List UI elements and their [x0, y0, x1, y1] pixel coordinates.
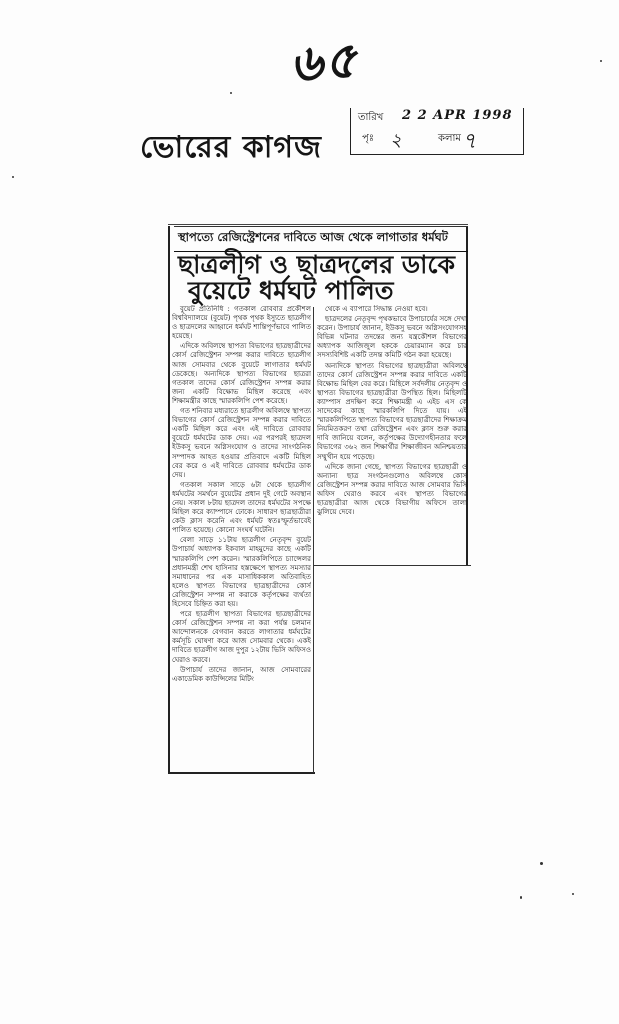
paragraph: গতকাল সকাল সাড়ে ৬টা থেকে ছাত্রলীগ ধর্মঘটের সমর্থনে বুয়েটের প্রধান দুই গেটে অবস্থান নেয়। সকাল ৮টায় ছাত্রদল তাদের ধর্মঘটের সপক্ষে মিছিল করে ক্যাম্পাসে ঢোকে। সাধারণ ছাত্রছাত্রীরা কেউ ক্লাস করেনি এবং ধর্মঘট স্বতঃস্ফূর্তভাবেই পালিত হয়েছে। কোনো সংঘর্ষ ঘটেনি। — [172, 480, 311, 535]
paragraph: অন্যদিকে স্থাপত্য বিভাগের ছাত্রছাত্রীরা অবিলম্বে তাদের কোর্স রেজিস্ট্রেশন সম্পন্ন করার দাবিতে একটি বিক্ষোভ মিছিল বের করে। মিছিলে সর্বদলীয় নেতৃবৃন্দ ও স্থাপত্য বিভাগের ছাত্রছাত্রীরা উপস্থিত ছিল। মিছিলটি ক্যাম্পাস প্রদক্ষিণ করে শিক্ষামন্ত্রী এ এইচ এস কে সাদেকের কাছে স্মারকলিপি দিতে যায়। এই স্মারকলিপিতে স্থাপত্য বিভাগের ছাত্রছাত্রীদের শিক্ষাক্রম নিয়মিতকরণ তথা রেজিস্ট্রেশন এবং ক্লাস শুরু করার দাবি জানিয়ে বলেন, কর্তৃপক্ষের উদ্যোগহীনতার ফলে বিভাগের ৩৬২ জন শিক্ষার্থীর শিক্ষাজীবন অনিশ্চয়তার সম্মুখীন হয়ে পড়েছে। — [317, 361, 467, 461]
article-strapline: স্থাপত্যে রেজিস্ট্রেশনের দাবিতে আজ থেকে লাগাতার ধর্মঘট — [174, 226, 468, 252]
scan-speck — [230, 92, 232, 94]
paragraph: পরে ছাত্রলীগ স্থাপত্য বিভাগের ছাত্রছাত্রীদের কোর্স রেজিস্ট্রেশন সম্পন্ন না করা পর্যন্ত চলমান আন্দোলনকে বেগবান করতে লাগাতার ধর্মঘটের কর্মসূচি ঘোষণা করে আজ সোমবার থেকে। একই দাবিতে ছাত্রলীগ আজ দুপুর ১২টায় ভিসি অফিসও ঘেরাও করবে। — [172, 610, 311, 664]
paragraph: উপাচার্য তাদের জানান, আজ সোমবারের একাডেমিক কাউন্সিলের মিটিং — [172, 665, 311, 683]
headline-line-2: বুয়েটে ধর্মঘট পালিত — [188, 276, 394, 305]
scan-speck — [540, 862, 543, 865]
clipping-bottom-edge — [168, 772, 315, 774]
scan-speck — [520, 896, 522, 899]
page-value: ২ — [390, 130, 402, 151]
paragraph: এদিকে অবিলম্বে স্থাপত্য বিভাগের ছাত্রছাত্রীদের কোর্স রেজিস্ট্রেশন সম্পন্ন করার দাবিতে ছাত্রলীগ আজ সোমবার থেকে বুয়েটে লাগাতার ধর্মঘট ডেকেছে। অন্যদিকে স্থাপত্য বিভাগের ছাত্ররা গতকাল তাদের কোর্স রেজিস্ট্রেশন সম্পন্ন করার জন্য একটি বিক্ষোভ মিছিল করেছে এবং শিক্ষামন্ত্রীর কাছে স্মারকলিপি পেশ করেছে। — [172, 342, 311, 405]
article-column-left — [172, 305, 311, 771]
paragraph: বেলা সাড়ে ১১টায় ছাত্রলীগ নেতৃবৃন্দ বুয়েট উপাচার্য অধ্যাপক ইকবাল মাহমুদের কাছে একটি স্মারকলিপি পেশ করেন। স্মারকলিপিতে চ্যান্সেলর প্রধানমন্ত্রী শেখ হাসিনার হস্তক্ষেপে স্থাপত্য সমস্যার সমাধানের পর এক মাসাধিককাল অতিবাহিত হলেও স্থাপত্য বিভাগের ছাত্রছাত্রীদের কোর্স রেজিস্ট্রেশন সম্পন্ন না করাকে কর্তৃপক্ষের ব্যর্থতা হিসেবে চিহ্নিত করা হয়। — [172, 536, 311, 608]
paragraph: এদিকে জানা গেছে, স্থাপত্য বিভাগের ছাত্রছাত্রী ও অন্যান্য ছাত্র সংগঠনগুলোও অবিলম্বে কোর্স রেজিস্ট্রেশন সম্পন্ন করার দাবিতে আজ সোমবার ভিসি অফিস ঘেরাও করবে এবং স্থাপত্য বিভাগের ছাত্রছাত্রীরা আজ থেকে বিভাগীয় অফিসে তালা ঝুলিয়ে দেবে। — [317, 462, 467, 517]
column-value: ৭ — [462, 129, 477, 154]
scan-speck — [572, 893, 574, 895]
headline-line-1: ছাত্রলীগ ও ছাত্রদলের ডাকে — [178, 250, 455, 279]
article-column-right — [317, 305, 467, 591]
clipping-left-edge — [168, 226, 170, 774]
column-label: কলাম — [438, 133, 461, 144]
scan-speck — [600, 60, 602, 62]
paragraph: বুয়েট প্রতিনিধি : গতকাল রোববার প্রকৌশল বিশ্ববিদ্যালয়ে (বুয়েট) পৃথক পৃথক ইস্যুতে ছাত্রলীগ ও ছাত্রদলের আহ্বানে ধর্মঘট শান্তিপূর্ণভাবে পালিত হয়েছে। — [172, 305, 311, 341]
paragraph: গত শনিবার মধ্যরাতে ছাত্রলীগ অবিলম্বে স্থাপত্য বিভাগের কোর্স রেজিস্ট্রেশন সম্পন্ন করার দাবিতে একটি মিছিল করে এবং এই দাবিতে রোববার বুয়েটে ধর্মঘটের ডাক দেয়। এর পরপরই ছাত্রদল ইউকসু ভবনে অগ্নিসংযোগ ও তাদের সাংগঠনিক সম্পাদক আহত হওয়ার প্রতিবাদে একটি মিছিল বের করে ও এই দাবিতে রোববার ধর্মঘটের ডাক দেয়। — [172, 407, 311, 479]
page-label: পৃঃ — [362, 133, 375, 144]
page-number: ৬৫ — [287, 29, 361, 94]
date-label: তারিখ — [358, 112, 384, 123]
column-divider — [313, 307, 314, 565]
paragraph: থেকে এ ব্যাপারে সিদ্ধান্ত নেওয়া হবে। — [325, 305, 428, 313]
paragraph: ছাত্রদলের নেতৃবৃন্দ পৃথকভাবে উপাচার্যের সঙ্গে দেখা করেন। উপাচার্য জানান, ইউকসু ভবনে অগ্নিসংযোগসহ বিভিন্ন ঘটনার তদন্তের জন্য যন্ত্রকৌশল বিভাগের অধ্যাপক আজিজুল হককে চেয়ারম্যান করে চার সদস্যবিশিষ্ট একটি তদন্ত কমিটি গঠন করা হয়েছে। — [317, 315, 467, 360]
date-value: 2 2 APR 1998 — [402, 108, 513, 123]
scan-speck — [12, 176, 14, 178]
newspaper-masthead: ভোরের কাগজ — [140, 130, 322, 165]
clipping-top-rule — [168, 224, 468, 225]
column-divider-lower — [313, 565, 314, 773]
